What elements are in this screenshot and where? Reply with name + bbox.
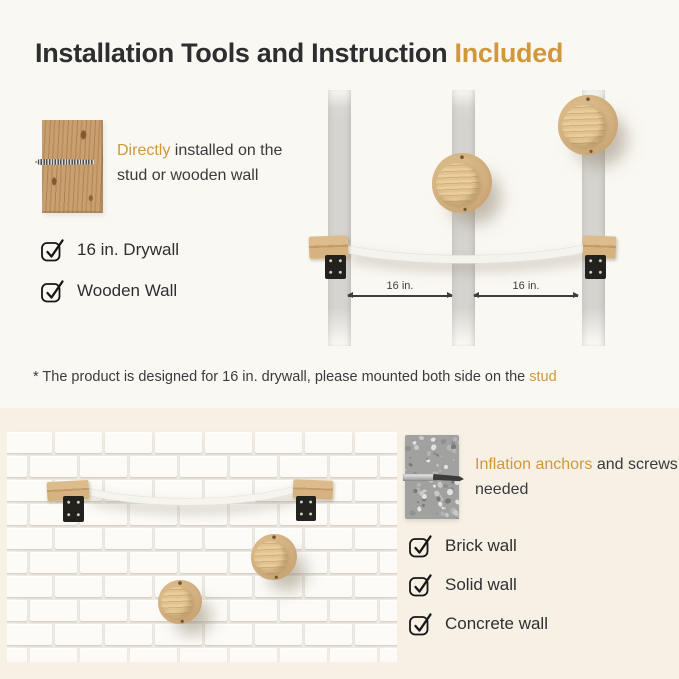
concrete-speck bbox=[427, 451, 432, 456]
concrete-speck bbox=[416, 482, 422, 487]
brick bbox=[205, 624, 252, 645]
brick bbox=[380, 648, 397, 662]
concrete-speck bbox=[440, 455, 442, 457]
brick bbox=[55, 432, 102, 453]
wooden-step-knob bbox=[558, 95, 618, 155]
brick bbox=[180, 552, 227, 573]
checkrow-concrete-wall-label: Concrete wall bbox=[445, 613, 548, 633]
brick bbox=[380, 504, 397, 525]
brick bbox=[255, 624, 302, 645]
metal-bracket-plate bbox=[585, 255, 606, 279]
page-title bbox=[35, 38, 563, 69]
checkrow-concrete-wall bbox=[408, 611, 548, 636]
brick bbox=[380, 600, 397, 621]
checkrow-wooden-wall-label: Wooden Wall bbox=[77, 280, 178, 300]
metal-bracket-plate bbox=[63, 496, 84, 522]
checkrow-drywall bbox=[40, 237, 179, 262]
brick bbox=[80, 600, 127, 621]
brick bbox=[7, 456, 27, 477]
checkbox-checked-icon bbox=[40, 278, 65, 303]
brick bbox=[280, 648, 327, 662]
brick bbox=[80, 552, 127, 573]
brick bbox=[255, 432, 302, 453]
brick bbox=[105, 528, 152, 549]
concrete-speck bbox=[414, 444, 419, 449]
brick bbox=[30, 456, 77, 477]
brick bbox=[355, 528, 397, 549]
stud-install-note-accent: Directly bbox=[117, 142, 171, 159]
checkbox-checked-icon bbox=[408, 533, 433, 558]
checkrow-wooden-wall bbox=[40, 278, 177, 303]
brick bbox=[55, 624, 102, 645]
concrete-speck bbox=[435, 463, 438, 466]
brick bbox=[330, 552, 377, 573]
checkrow-solid-wall-label: Solid wall bbox=[445, 574, 517, 594]
concrete-speck bbox=[439, 470, 442, 473]
concrete-speck bbox=[405, 469, 407, 471]
concrete-speck bbox=[431, 444, 437, 451]
dimension-right bbox=[474, 280, 578, 297]
brick bbox=[55, 528, 102, 549]
brick bbox=[105, 432, 152, 453]
checkrow-brick-wall bbox=[408, 533, 517, 558]
expansion-anchor-icon bbox=[403, 474, 437, 481]
concrete-speck bbox=[408, 463, 413, 468]
concrete-speck bbox=[444, 512, 450, 518]
screw-icon bbox=[35, 159, 94, 165]
dimension-arrow bbox=[474, 295, 578, 297]
brick bbox=[330, 600, 377, 621]
concrete-speck bbox=[444, 465, 448, 470]
footnote-accent: stud bbox=[529, 369, 557, 385]
dimension-left bbox=[348, 280, 452, 297]
wall-stud bbox=[328, 90, 351, 346]
checkrow-solid-wall bbox=[408, 572, 517, 597]
brick bbox=[305, 576, 352, 597]
hammock-fabric bbox=[77, 474, 303, 518]
stud-install-note-rest: installed on the stud or wooden wall bbox=[117, 142, 283, 184]
brick bbox=[105, 576, 152, 597]
brick-pattern bbox=[7, 428, 397, 662]
anchor-note-accent: Inflation anchors bbox=[475, 456, 593, 473]
anchor-note bbox=[475, 452, 679, 502]
wooden-step-knob bbox=[432, 153, 492, 213]
concrete-speck bbox=[417, 506, 422, 512]
concrete-speck bbox=[409, 457, 412, 460]
concrete-speck bbox=[436, 512, 438, 514]
brick bbox=[305, 528, 352, 549]
concrete-speck bbox=[413, 489, 417, 493]
hammock-fabric bbox=[340, 235, 593, 277]
anchor-note-rest: and screws needed bbox=[475, 456, 678, 498]
brick bbox=[105, 624, 152, 645]
brick bbox=[30, 600, 77, 621]
brick bbox=[130, 648, 177, 662]
checkbox-checked-icon bbox=[40, 237, 65, 262]
brick bbox=[7, 432, 52, 453]
brick bbox=[7, 600, 27, 621]
concrete-speck bbox=[443, 484, 448, 488]
concrete-speck bbox=[417, 501, 420, 504]
brick bbox=[330, 648, 377, 662]
brick bbox=[7, 576, 52, 597]
concrete-speck bbox=[451, 449, 456, 454]
brick bbox=[380, 552, 397, 573]
brick bbox=[30, 648, 77, 662]
checkrow-brick-wall-label: Brick wall bbox=[445, 535, 517, 555]
brick bbox=[7, 552, 27, 573]
bottom-section bbox=[0, 408, 679, 679]
concrete-speck bbox=[453, 458, 455, 460]
checkbox-checked-icon bbox=[408, 611, 433, 636]
brick bbox=[205, 576, 252, 597]
brick bbox=[230, 648, 277, 662]
brick-wall-photo bbox=[7, 428, 397, 662]
dimension-arrow bbox=[348, 295, 452, 297]
brick bbox=[130, 552, 177, 573]
footnote-text: * The product is designed for 16 in. drywall, please mounted both side on the bbox=[33, 369, 530, 385]
dimension-right-label: 16 in. bbox=[512, 280, 540, 292]
concrete-speck bbox=[445, 497, 452, 504]
concrete-speck bbox=[454, 498, 459, 504]
wood-plank-image bbox=[42, 120, 103, 213]
brick bbox=[180, 648, 227, 662]
brick bbox=[355, 432, 397, 453]
brick bbox=[155, 624, 202, 645]
concrete-speck bbox=[422, 503, 426, 507]
brick bbox=[7, 480, 52, 501]
concrete-speck bbox=[435, 454, 439, 458]
brick bbox=[80, 648, 127, 662]
brick bbox=[7, 504, 27, 525]
brick bbox=[230, 600, 277, 621]
footnote bbox=[33, 369, 557, 385]
brick bbox=[355, 576, 397, 597]
brick bbox=[305, 624, 352, 645]
concrete-speck bbox=[432, 485, 436, 488]
brick bbox=[380, 456, 397, 477]
checkbox-checked-icon bbox=[408, 572, 433, 597]
concrete-speck bbox=[456, 516, 459, 519]
brick bbox=[7, 624, 52, 645]
brick bbox=[330, 456, 377, 477]
brick bbox=[30, 552, 77, 573]
brick bbox=[55, 576, 102, 597]
concrete-speck bbox=[419, 435, 425, 440]
brick bbox=[7, 648, 27, 662]
concrete-speck bbox=[446, 488, 454, 496]
brick bbox=[305, 432, 352, 453]
concrete-speck bbox=[456, 440, 459, 445]
concrete-speck bbox=[452, 509, 458, 515]
page-title-main: Installation Tools and Instruction bbox=[35, 38, 455, 68]
brick bbox=[7, 528, 52, 549]
brick bbox=[280, 600, 327, 621]
concrete-anchor-image bbox=[405, 435, 459, 519]
brick bbox=[355, 624, 397, 645]
concrete-speck bbox=[441, 439, 447, 444]
metal-bracket-plate bbox=[296, 496, 316, 521]
metal-bracket-plate bbox=[325, 255, 346, 279]
wall-stud bbox=[452, 90, 475, 346]
brick bbox=[330, 504, 377, 525]
checkrow-drywall-label: 16 in. Drywall bbox=[77, 239, 180, 259]
brick bbox=[355, 480, 397, 501]
brick bbox=[155, 432, 202, 453]
dimension-left-label: 16 in. bbox=[386, 280, 414, 292]
stud-wall-photo bbox=[300, 90, 640, 346]
concrete-speck bbox=[409, 510, 417, 517]
brick bbox=[205, 528, 252, 549]
stud-install-note bbox=[117, 138, 317, 188]
brick bbox=[205, 432, 252, 453]
page-title-accent: Included bbox=[454, 38, 564, 68]
brick bbox=[155, 528, 202, 549]
concrete-speck bbox=[405, 446, 411, 452]
